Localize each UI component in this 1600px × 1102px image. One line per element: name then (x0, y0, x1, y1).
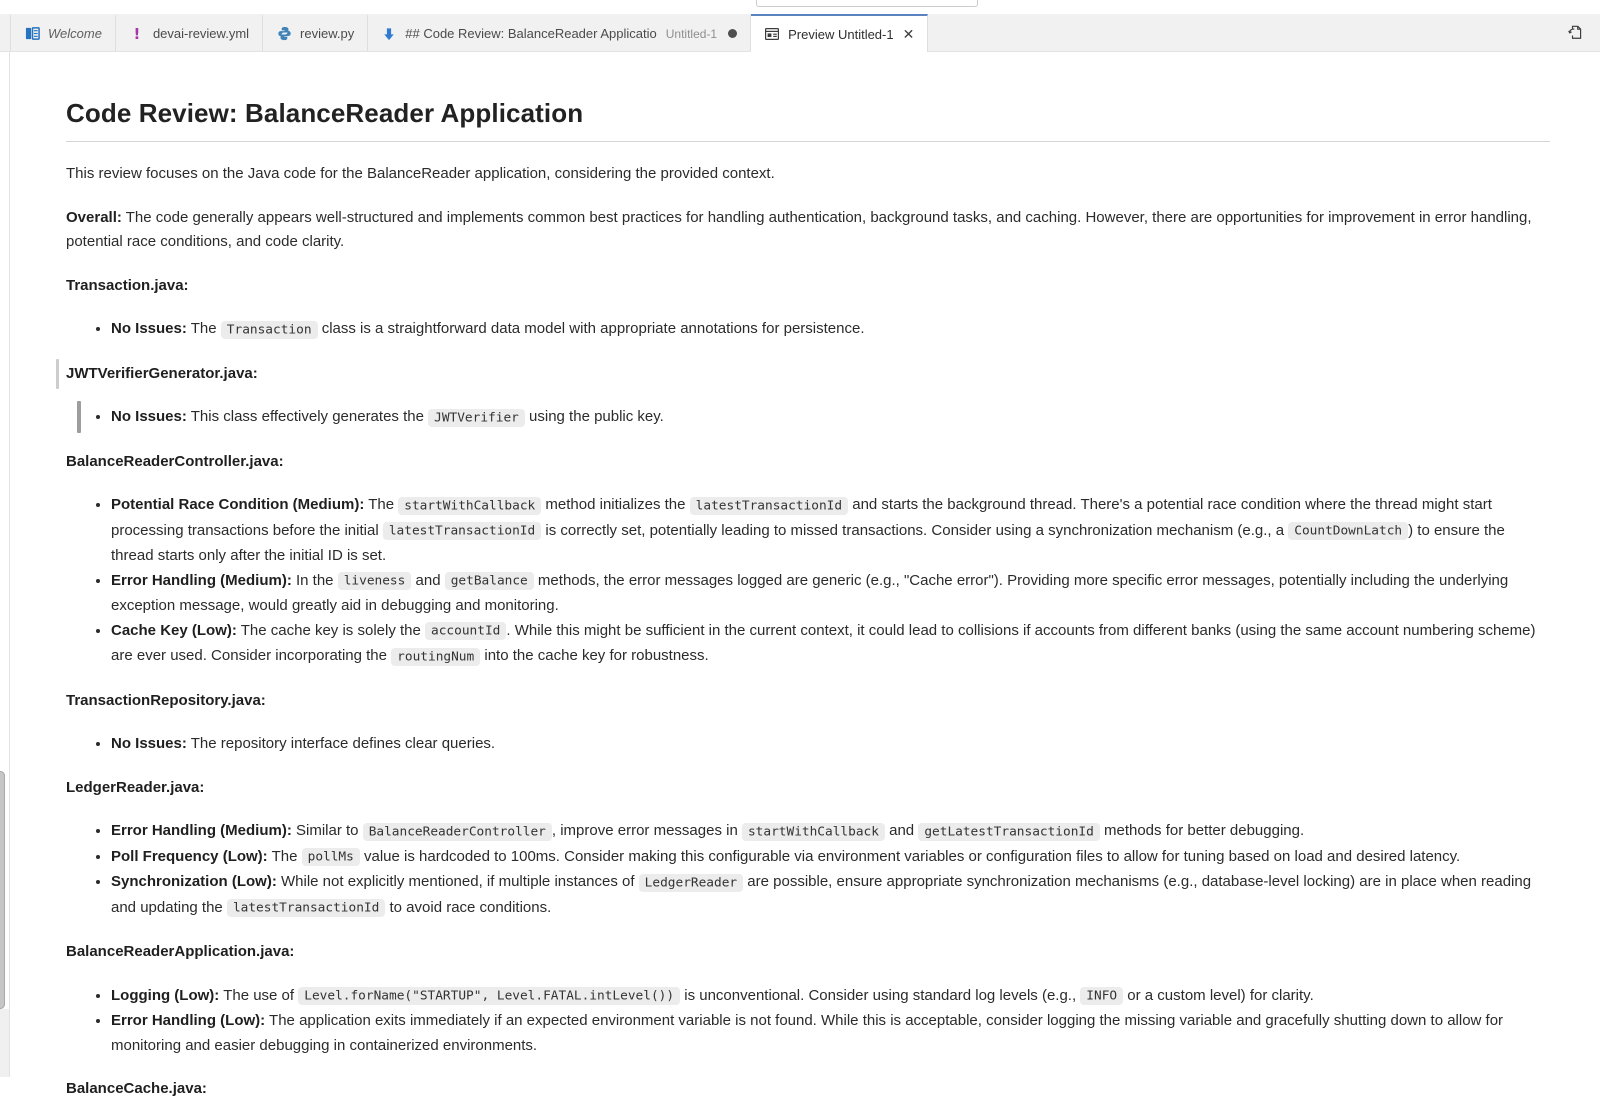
inline-code: INFO (1080, 987, 1123, 1005)
inline-code: startWithCallback (398, 497, 541, 515)
markdown-icon (381, 26, 397, 42)
list-item: • No Issues: The repository interface defines clear queries. (111, 732, 1550, 757)
scrollbar-thumb[interactable] (0, 771, 5, 1009)
issue-label: Poll Frequency (Low): (111, 847, 268, 865)
dirty-indicator-icon[interactable] (728, 29, 737, 38)
inline-code: liveness (338, 572, 412, 590)
section-heading: Transaction.java: (66, 276, 189, 294)
yaml-icon: ! (133, 24, 141, 43)
tab-untitled-markdown[interactable] (368, 14, 751, 51)
inline-code: getBalance (445, 572, 534, 590)
bullet-list (66, 317, 1550, 343)
list-item: • Cache Key (Low): The cache key is solely the accountId . While this might be sufficient in the current context, it could lead to collisions if accounts from different banks (using the same account numbering scheme) are ever used. Consider incorporating the routingNum into the cache key for robustness. (111, 619, 1550, 670)
section-heading: JWTVerifierGenerator.java: (66, 362, 1550, 387)
list-item: • No Issues: The Transaction class is a straightforward data model with appropriate annotations for persistence. (111, 317, 1550, 343)
tab-welcome[interactable] (10, 14, 116, 51)
editor-tab-bar (0, 14, 1600, 52)
rail-bottom-segment (0, 1009, 9, 1077)
markdown-sections (66, 274, 1550, 1102)
inline-code: routingNum (391, 648, 480, 666)
section-heading: BalanceReaderController.java: (66, 452, 284, 470)
inline-code: startWithCallback (742, 823, 885, 841)
bullet-list (66, 405, 1550, 431)
bullet-list (66, 984, 1550, 1059)
page-title: Code Review: BalanceReader Application (66, 98, 1550, 142)
list-item: • No Issues: This class effectively generates the JWTVerifier using the public key. (111, 405, 1550, 431)
tab-description: Untitled-1 (665, 26, 718, 41)
inline-code: JWTVerifier (428, 409, 525, 427)
tab-preview-untitled[interactable] (751, 14, 928, 52)
quick-input-edge (756, 0, 978, 7)
tab-devai-review-yml[interactable] (116, 14, 263, 51)
section-heading: LedgerReader.java: (66, 778, 205, 796)
issue-label: Error Handling (Low): (111, 1012, 266, 1029)
inline-code: Level.forName("STARTUP", Level.FATAL.intLevel()) (298, 987, 680, 1005)
inline-code: accountId (425, 622, 506, 640)
show-source-icon[interactable] (1567, 24, 1584, 41)
inline-code: pollMs (302, 848, 360, 866)
inline-code: latestTransactionId (383, 522, 541, 540)
markdown-preview-icon (764, 26, 780, 42)
list-item: • Potential Race Condition (Medium): The startWithCallback method initializes the latestTransactionId and starts the background thread. There's a potential race condition where the thread might start processing transactions before the initial latestTransactionId is correctly set, potentially leading to missed transactions. Consider using a synchronization mechanism (e.g., a CountDownLatch ) to ensure the thread starts only after the initial ID is set. (111, 493, 1550, 569)
issue-label: No Issues: (111, 408, 187, 425)
list-item: • Logging (Low): The use of Level.forName("STARTUP", Level.FATAL.intLevel()) is unconventional. Consider using standard log levels (e.g., INFO or a custom level) for clarity. (111, 984, 1550, 1010)
intro-paragraph: This review focuses on the Java code for the BalanceReader application, considering the provided context. (66, 165, 775, 182)
issue-label: No Issues: (111, 320, 187, 337)
issue-label: Logging (Low): (111, 986, 220, 1004)
issue-label: No Issues: (111, 735, 187, 752)
list-item: • Error Handling (Medium): In the liveness and getBalance methods, the error messages logged are generic (e.g., "Cache error"). Providing more specific error messages, potentially including the underlying exception message, would greatly aid in debugging and monitoring. (111, 569, 1550, 619)
issue-label: Synchronization (Low): (111, 873, 277, 890)
overall-text: The code generally appears well-structured and implements common best practices for handling authentication, background tasks, and caching. However, there are opportunities for improvement in error handling, potential race conditions, and code clarity. (66, 208, 1532, 250)
section-heading: BalanceReaderApplication.java: (66, 943, 295, 960)
inline-code: latestTransactionId (690, 497, 848, 515)
tab-review-py[interactable] (263, 14, 368, 51)
window-top-strip (0, 0, 1600, 14)
issue-label: Error Handling (Medium): (111, 571, 292, 589)
left-edge-rail (0, 52, 10, 1077)
inline-code: Transaction (221, 321, 318, 339)
welcome-icon (24, 26, 40, 42)
inline-code: CountDownLatch (1288, 522, 1408, 540)
list-item: • Synchronization (Low): While not explicitly mentioned, if multiple instances of LedgerReader are possible, ensure appropriate synchronization mechanisms (e.g., database-level locking) are in place when reading and updating the latestTransactionId to avoid race conditions. (111, 870, 1550, 921)
bullet-list (66, 732, 1550, 757)
bullet-list (66, 493, 1550, 670)
inline-code: getLatestTransactionId (918, 823, 1100, 841)
tab-label: review.py (300, 26, 355, 41)
issue-label: Cache Key (Low): (111, 621, 237, 639)
inline-code: BalanceReaderController (363, 823, 552, 841)
section-heading: BalanceCache.java: (66, 1080, 207, 1097)
list-item: • Poll Frequency (Low): The pollMs value is hardcoded to 100ms. Consider making this configurable via environment variables or configuration files to allow for tuning based on load and desired latency. (111, 845, 1550, 871)
tab-label: devai-review.yml (152, 26, 250, 41)
overall-paragraph (66, 206, 1550, 255)
python-icon (276, 26, 292, 42)
section-heading: TransactionRepository.java: (66, 691, 266, 709)
overall-label: Overall: (66, 208, 122, 226)
list-item: • Error Handling (Medium): Similar to BalanceReaderController , improve error messages in startWithCallback and getLatestTransactionId methods for better debugging. (111, 819, 1550, 845)
markdown-preview-pane (10, 52, 1600, 1097)
inline-code: latestTransactionId (227, 899, 385, 917)
tab-label: ## Code Review: BalanceReader Applicatio (405, 26, 657, 41)
issue-label: Error Handling (Medium): (111, 822, 292, 839)
list-item: • Error Handling (Low): The application exits immediately if an expected environment variable is not found. While this is acceptable, consider logging the missing variable and gracefully shutting down to allow for monitoring and easier debugging in containerized environments. (111, 1009, 1550, 1058)
close-icon[interactable]: ✕ (902, 26, 915, 42)
bullet-list (66, 819, 1550, 921)
tab-label: Preview Untitled-1 (788, 26, 894, 42)
issue-label: Potential Race Condition (Medium): (111, 496, 365, 513)
tab-label: Welcome (48, 26, 102, 41)
inline-code: LedgerReader (639, 874, 743, 892)
